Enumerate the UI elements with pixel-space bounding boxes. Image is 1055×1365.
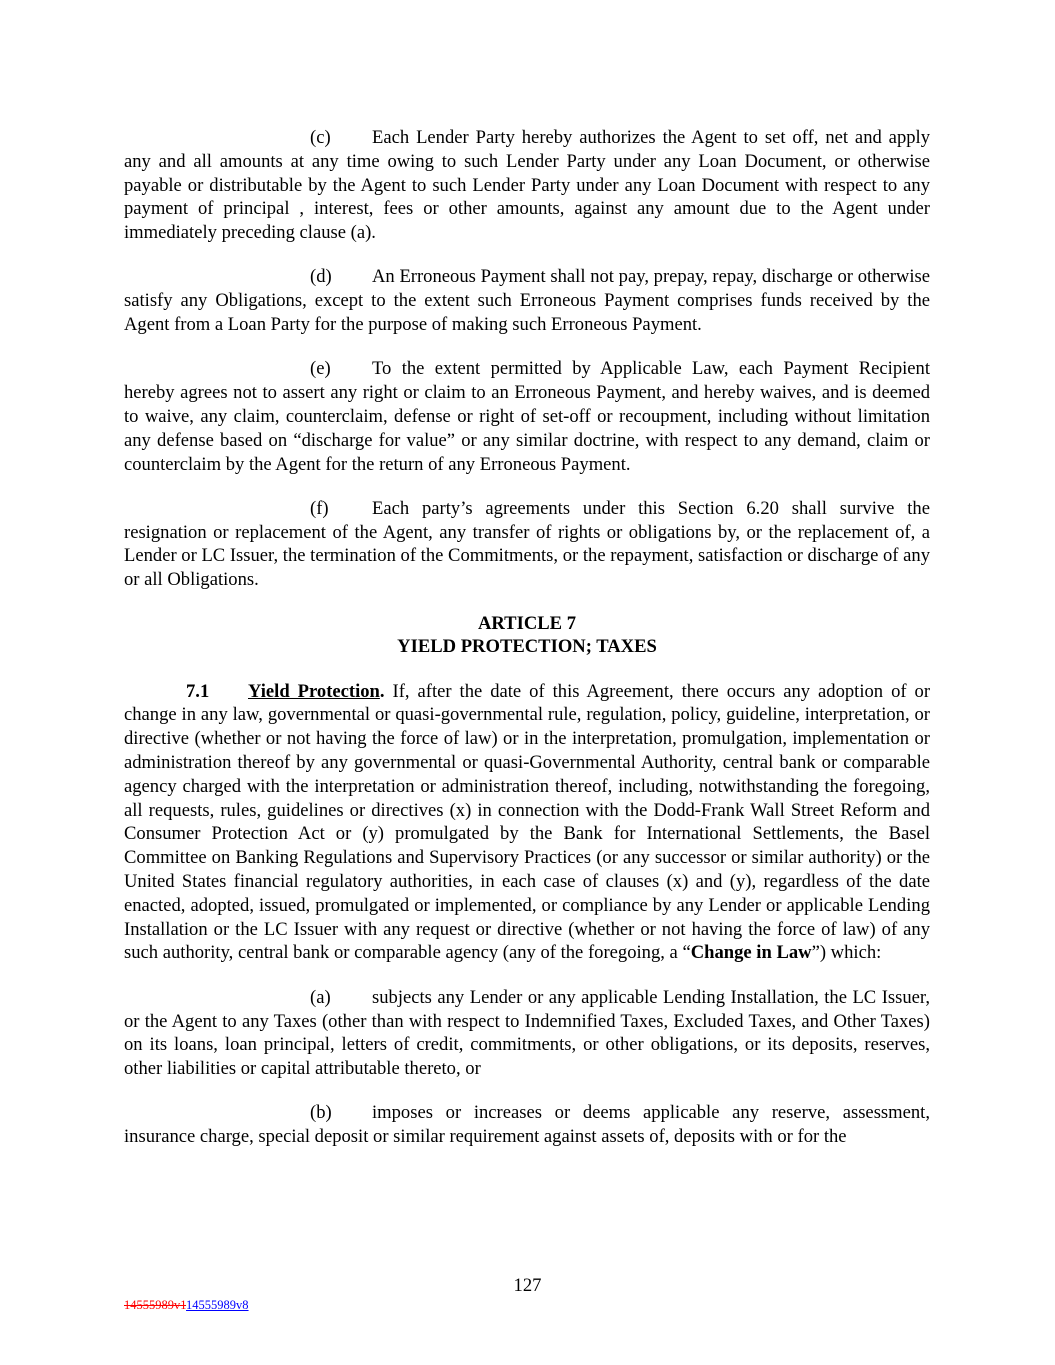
paragraph-e-text: To the extent permitted by Applicable Law, each Payment Recipient hereby agrees not to assert any right or claim to an Erroneous Payment, and hereby waives, and is deemed to waive, any claim, counterclaim, defense or right of set-off or recoupment, including without limitation any defense based on “discharge for value” or any similar doctrine, with respect to any demand, claim or counterclaim by the Agent for the return of any Erroneous Payment.	[124, 358, 930, 475]
paragraph-d	[124, 265, 930, 336]
clause-b	[124, 1101, 930, 1149]
paragraph-d-label: (d)	[310, 266, 332, 288]
defined-term-change-in-law: Change in Law	[690, 942, 812, 964]
section-title-period: .	[379, 680, 385, 702]
clause-b-label: (b)	[310, 1102, 332, 1124]
paragraph-f-text: Each party’s agreements under this Section 6.20 shall survive the resignation or replacement of the Agent, any transfer of rights or obligations by, or the replacement of, a Lender or LC Issuer, the termination of the Commitments, or the repayment, satisfaction or discharge of any or all Obligations.	[124, 497, 930, 591]
paragraph-e-label: (e)	[310, 358, 331, 380]
clause-a-text: subjects any Lender or any applicable Lending Installation, the LC Issuer, or the Agent to any Taxes (other than with respect to Indemnified Taxes, Excluded Taxes, and Other Taxes) on its loans, loan principal, letters of credit, commitments, or other obligations, or its deposits, reserves, other liabilities or capital attributable thereto, or	[124, 986, 930, 1080]
clause-b-text: imposes or increases or deems applicable any reserve, assessment, insurance charge, special deposit or similar requirement against assets of, deposits with or for the	[124, 1102, 930, 1148]
section-title: Yield Protection	[248, 680, 380, 702]
document-body	[124, 126, 930, 1169]
article-number: ARTICLE 7	[477, 612, 577, 634]
clause-a-label: (a)	[310, 986, 331, 1008]
section-text-before: If, after the date of this Agreement, there occurs any adoption of or change in any law, governmental or quasi-governmental rule, regulation, policy, guideline, interpretation, or directive (whether or not having the force of law) or in the interpretation, promulgation, implementation or administration thereof by any governmental or quasi-Governmental Authority, central bank or comparable agency charged with the interpretation or administration thereof, including, notwithstanding the foregoing, all requests, rules, guidelines or directives (x) in connection with the Dodd-Frank Wall Street Reform and Consumer Protection Act or (y) promulgated by the Bank for International Settlements, the Basel Committee on Banking Regulations and Supervisory Practices (or any successor or similar authority) or the United States financial regulatory authorities, in each case of clauses (x) and (y), regardless of the date enacted, adopted, issued, promulgated or implemented, or compliance by any Lender or applicable Lending Installation or the LC Issuer with any request or directive (whether or not having the force of law) of any such authority, central bank or comparable agency (any of the foregoing, a “	[124, 680, 931, 964]
article-heading	[124, 612, 930, 660]
paragraph-d-text: An Erroneous Payment shall not pay, prepay, repay, discharge or otherwise satisfy any Obligations, except to the extent such Erroneous Payment comprises funds received by the Agent from a Loan Party for the purpose of making such Erroneous Payment.	[124, 266, 930, 336]
section-7-1	[124, 680, 930, 966]
paragraph-c-text: Each Lender Party hereby authorizes the Agent to set off, net and apply any and all amounts at any time owing to such Lender Party under any Loan Document, or otherwise payable or distributable by the Agent to such Lender Party under any Loan Document with respect to any payment of principal , interest, fees or other amounts, against any amount due to the Agent under immediately preceding clause (a).	[124, 127, 930, 244]
paragraph-c-label: (c)	[310, 127, 331, 148]
page-number: 127	[513, 1275, 542, 1296]
clause-a	[124, 986, 930, 1081]
paragraph-f	[124, 497, 930, 592]
paragraph-c	[124, 126, 930, 245]
paragraph-f-label: (f)	[310, 497, 329, 519]
document-id	[124, 1298, 249, 1313]
document-id-deleted: 14555989v1	[124, 1298, 187, 1312]
document-id-inserted: 14555989v8	[186, 1298, 249, 1312]
section-text-after: ”) which:	[811, 942, 882, 964]
paragraph-e	[124, 357, 930, 476]
section-number: 7.1	[186, 680, 210, 702]
article-title: YIELD PROTECTION; TAXES	[397, 636, 657, 658]
